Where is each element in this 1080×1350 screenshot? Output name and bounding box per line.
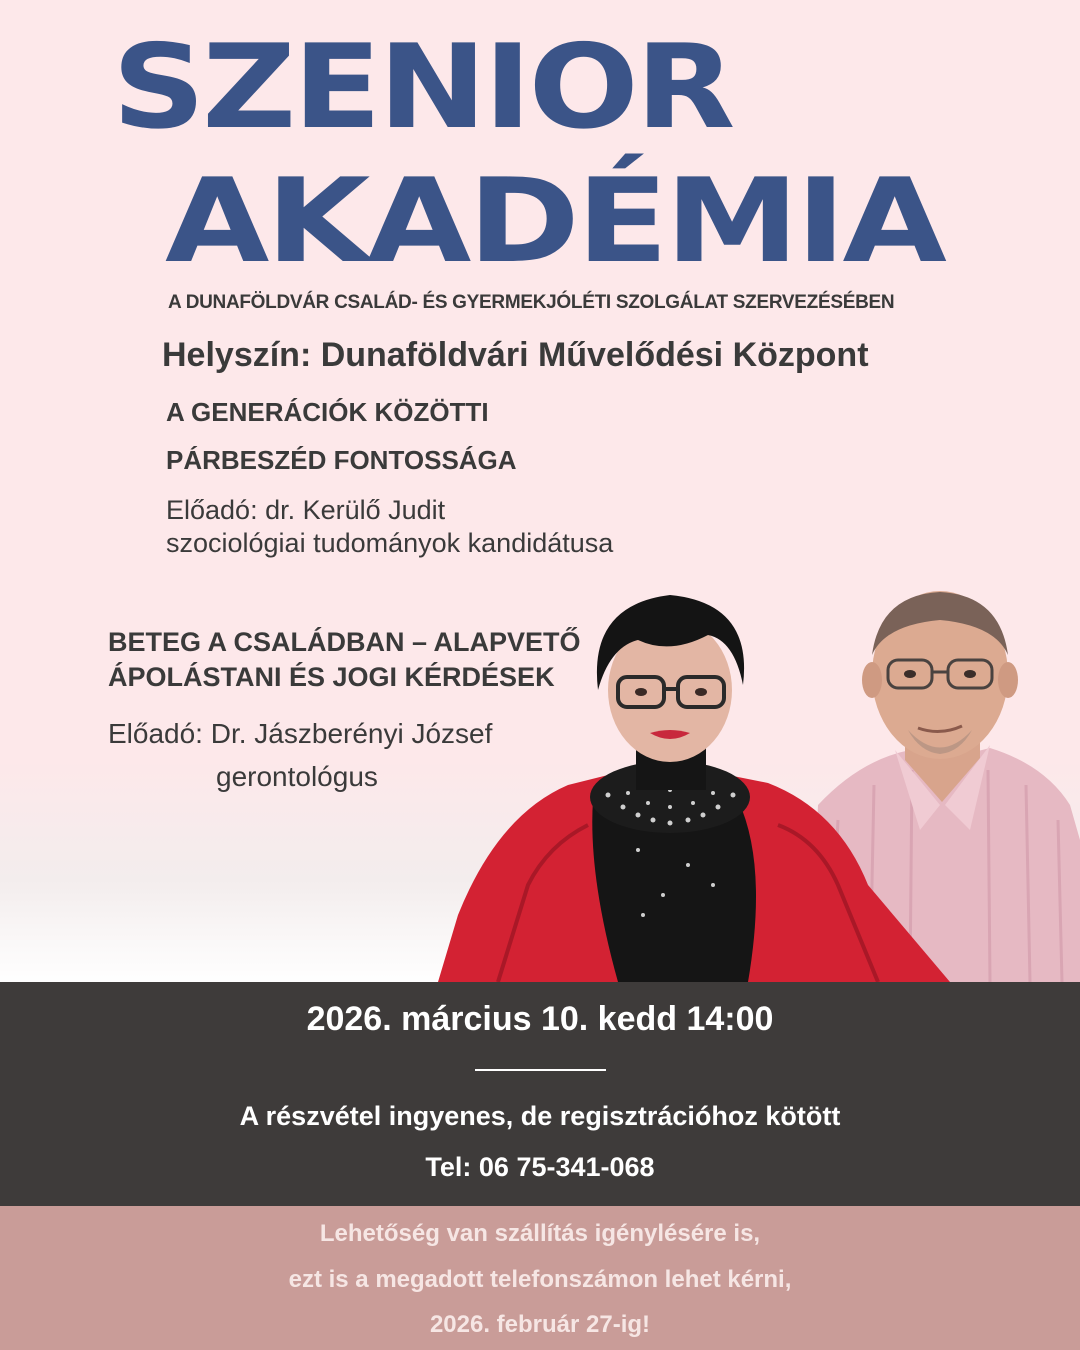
lecture-2-title-line1: BETEG A CSALÁDBAN – ALAPVETŐ (108, 627, 581, 657)
lecture-1-title-line1: A GENERÁCIÓK KÖZÖTTI (166, 397, 489, 427)
lecture-1-role: szociológiai tudományok kandidátusa (166, 528, 614, 558)
lecture-2-title-line2: ÁPOLÁSTANI ÉS JOGI KÉRDÉSEK (108, 662, 555, 692)
transport-line-3: 2026. február 27-ig! (429, 1311, 651, 1338)
divider-line (475, 1069, 606, 1071)
lecture-1-title (166, 394, 517, 490)
transport-line-1: Lehetőség van szállítás igénylésére is, (319, 1220, 761, 1247)
transport-line-2: ezt is a megadott telefonszámon lehet kérni, (288, 1266, 792, 1293)
lecture-2-role: gerontológus (216, 761, 378, 792)
phone-number: Tel: 06 75-341-068 (425, 1152, 655, 1182)
lecture-2-speaker-block (108, 712, 492, 798)
lecture-1-speaker: Előadó: dr. Kerülő Judit (166, 495, 446, 525)
lecture-1-title-line2: PÁRBESZÉD FONTOSSÁGA (166, 445, 517, 475)
speaker-photo-woman (438, 585, 950, 982)
title-szenior: SZENIOR (112, 20, 733, 155)
lecture-1-speaker-block (166, 494, 613, 560)
title-akademia: AKADÉMIA (165, 154, 944, 289)
registration-note: A részvétel ingyenes, de regisztrációhoz kötött (239, 1101, 841, 1131)
event-datetime: 2026. március 10. kedd 14:00 (306, 1000, 774, 1038)
venue-text: Helyszín: Dunaföldvári Művelődési Központ (162, 336, 869, 374)
organizer-text: A DUNAFÖLDVÁR CSALÁD- ÉS GYERMEKJÓLÉTI SZOLGÁLAT SZERVEZÉSÉBEN (168, 292, 895, 313)
lecture-2-speaker: Előadó: Dr. Jászberényi József (108, 718, 493, 749)
